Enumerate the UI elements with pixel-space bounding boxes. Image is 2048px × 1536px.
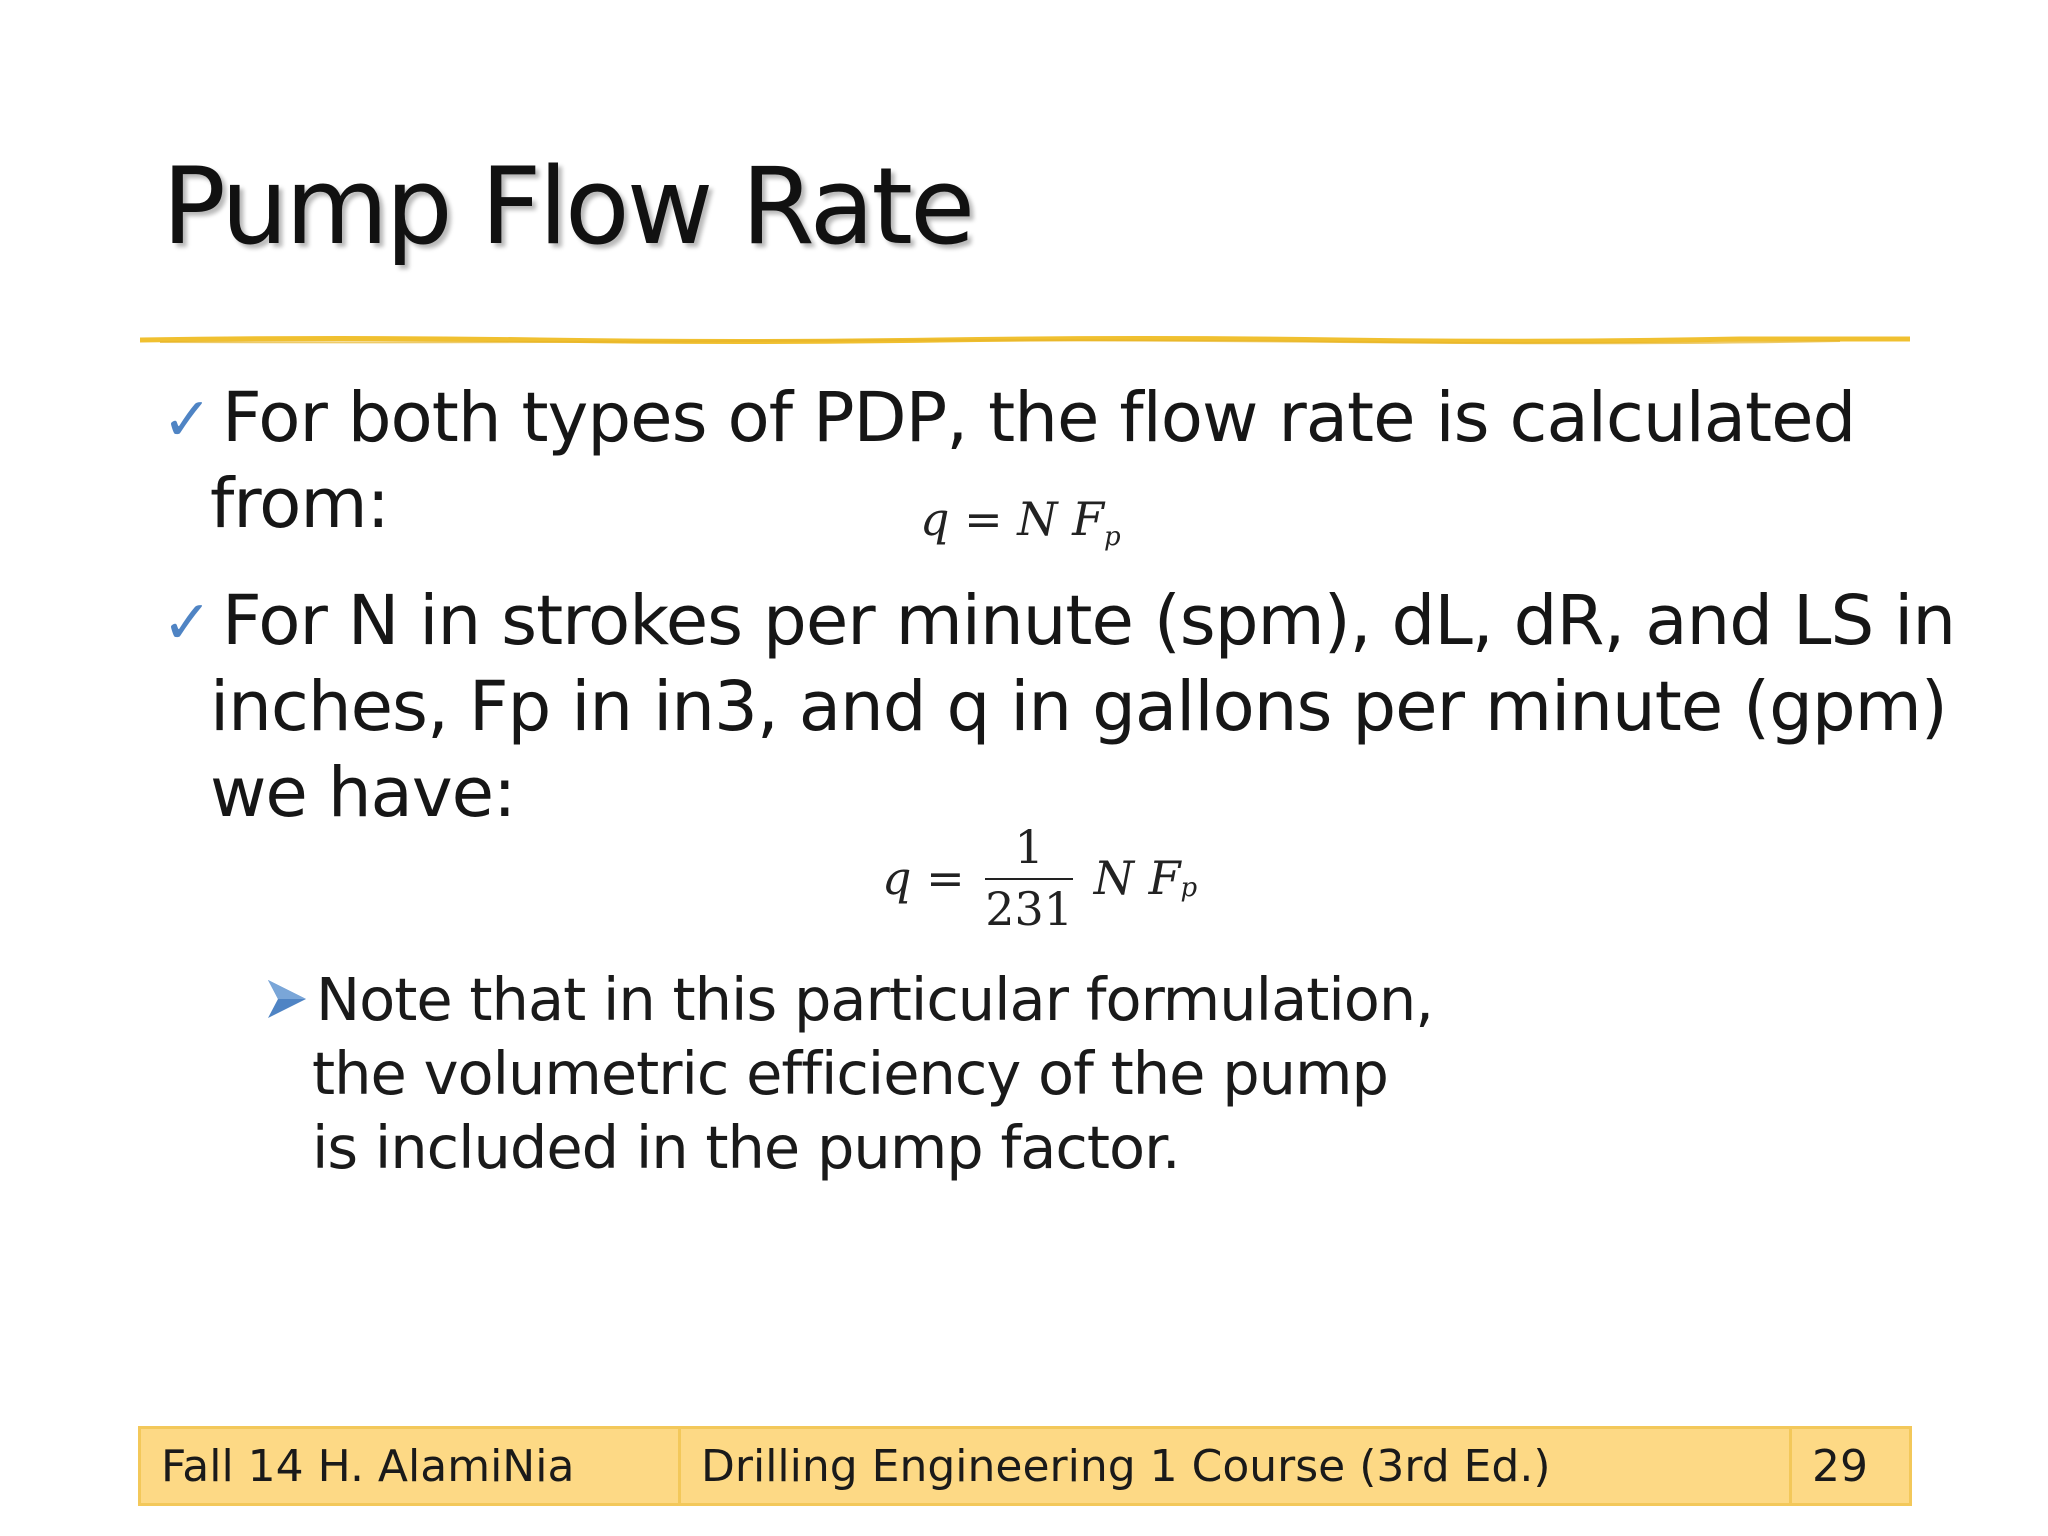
formula2-n: N bbox=[1093, 851, 1134, 905]
check-icon: ✓ bbox=[162, 386, 213, 453]
slide-title: Pump Flow Rate bbox=[162, 145, 973, 268]
formula1-q: q bbox=[920, 492, 950, 546]
slide-footer bbox=[138, 1426, 1912, 1506]
formula2-fraction bbox=[985, 820, 1073, 936]
formula-q-equals-n-fp bbox=[920, 492, 1121, 552]
bullet-2-line-2: inches, Fp in in3, and q in gallons per minute (gpm) bbox=[210, 667, 1947, 747]
arrow-right-icon bbox=[264, 976, 310, 1022]
note-line-1: Note that in this particular formulation, bbox=[316, 965, 1433, 1034]
note-line-2: the volumetric efficiency of the pump bbox=[312, 1039, 1388, 1108]
formula1-sub: p bbox=[1104, 522, 1121, 553]
check-icon: ✓ bbox=[162, 589, 213, 656]
bullet-2-line-1: For N in strokes per minute (spm), dL, dR, and LS in bbox=[222, 581, 1956, 661]
note-line-3: is included in the pump factor. bbox=[312, 1113, 1180, 1182]
formula1-f: F bbox=[1072, 492, 1105, 546]
formula2-equals: = bbox=[926, 851, 965, 905]
formula1-n: N bbox=[1017, 492, 1058, 546]
formula2-denominator: 231 bbox=[985, 882, 1074, 936]
formula2-sub: p bbox=[1180, 873, 1198, 903]
formula-q-equals-fraction-n-fp bbox=[882, 820, 1197, 936]
formula2-numerator: 1 bbox=[985, 820, 1073, 880]
formula2-q: q bbox=[882, 851, 912, 905]
formula1-equals: = bbox=[964, 492, 1003, 546]
bullet-2-line-3: we have: bbox=[210, 753, 516, 833]
footer-course: Drilling Engineering 1 Course (3rd Ed.) bbox=[681, 1429, 1792, 1503]
bullet-1-line-2: from: bbox=[210, 464, 389, 544]
bullet-1-line-1: For both types of PDP, the flow rate is calculated bbox=[222, 378, 1856, 458]
footer-page-number: 29 bbox=[1812, 1440, 1868, 1492]
footer-author: Fall 14 H. AlamiNia bbox=[141, 1429, 681, 1503]
formula2-f: F bbox=[1148, 851, 1181, 905]
title-divider bbox=[140, 334, 1910, 346]
